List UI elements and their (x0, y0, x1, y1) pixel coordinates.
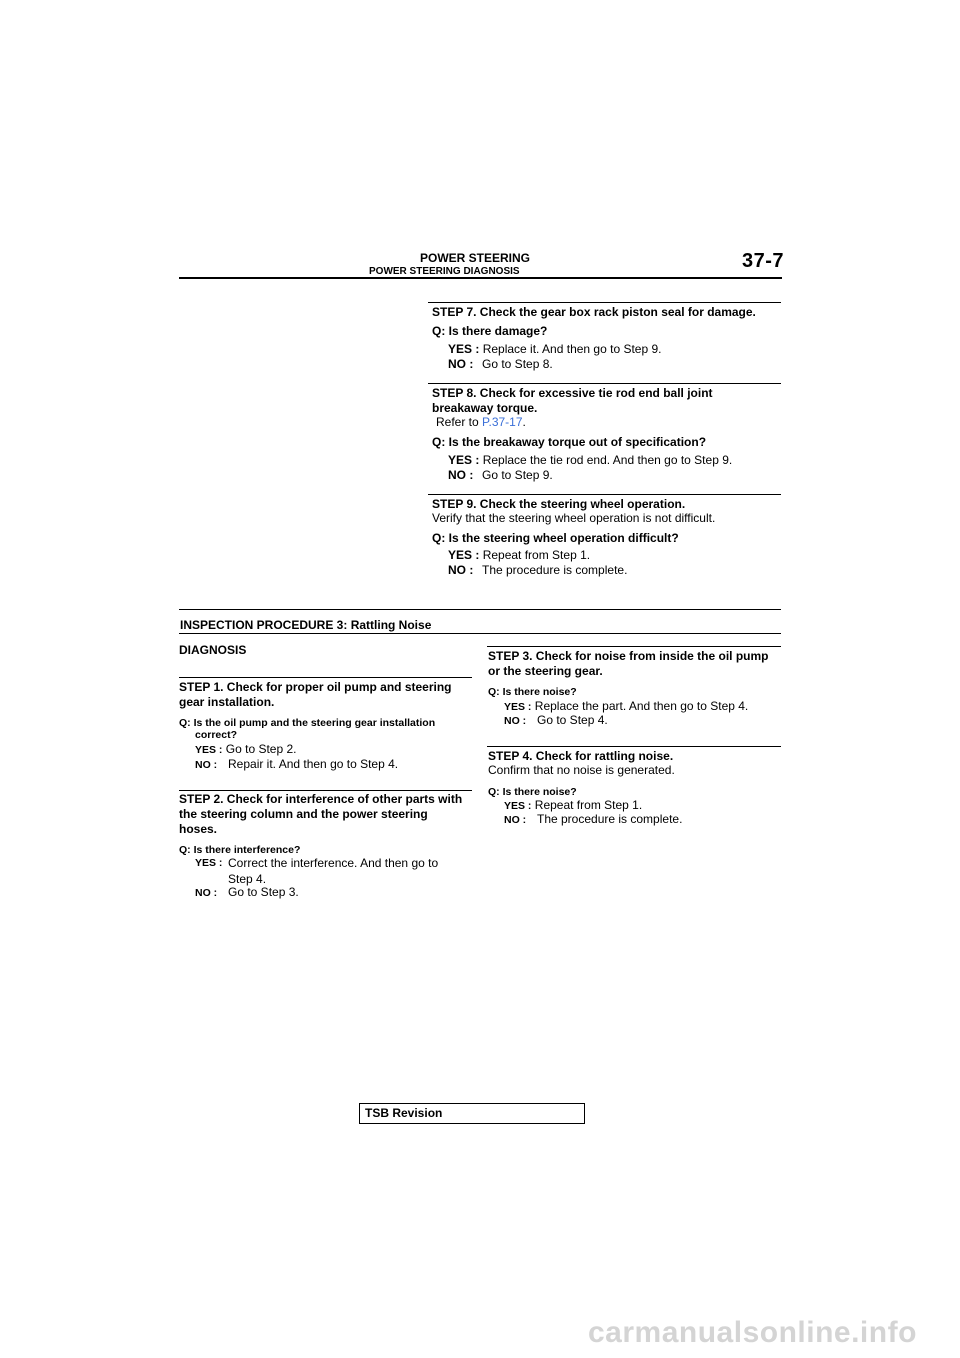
step-9-yes (448, 547, 590, 563)
step-2-yes (195, 855, 438, 887)
step-8-question: Q: Is the breakaway torque out of specification? (432, 435, 707, 449)
subsection-title: POWER STEERING DIAGNOSIS (369, 266, 520, 277)
step-2-title-line2: the steering column and the power steering (179, 807, 428, 821)
step-9-question: Q: Is the steering wheel operation difficult? (432, 531, 679, 545)
page-number: 37-7 (742, 250, 785, 272)
step-divider (179, 677, 472, 678)
step-8-no (448, 467, 553, 483)
yes-text: Repeat from Step 1. (534, 798, 643, 812)
no-text: Go to Step 9. (482, 468, 553, 482)
step-8-title-line1: STEP 8. Check for excessive tie rod end ball joint (432, 386, 713, 400)
step-4-no (504, 811, 682, 828)
step-9-body: Verify that the steering wheel operation is not difficult. (432, 511, 716, 525)
yes-text: Go to Step 2. (225, 742, 297, 756)
step-3-question: Q: Is there noise? (488, 686, 577, 698)
yes-text: Replace the tie rod end. And then go to Step 9. (482, 453, 733, 467)
yes-label: YES : (448, 342, 480, 356)
step-3-title-line1: STEP 3. Check for noise from inside the oil pump (488, 649, 769, 663)
section-title: POWER STEERING (420, 251, 531, 265)
yes-text: Repeat from Step 1. (482, 548, 591, 562)
yes-label: YES : (195, 857, 223, 869)
yes-text: Replace it. And then go to Step 9. (482, 342, 662, 356)
no-label: NO : (448, 468, 474, 482)
step-divider (487, 646, 781, 647)
yes-label: YES : (448, 453, 480, 467)
step-9-title: STEP 9. Check the steering wheel operation. (432, 497, 686, 511)
no-text: The procedure is complete. (537, 812, 683, 826)
no-text: Repair it. And then go to Step 4. (228, 757, 399, 771)
yes-text-line1: Correct the interference. And then go to (228, 856, 439, 870)
refer-link[interactable]: P.37-17 (482, 415, 523, 429)
yes-label: YES : (504, 800, 532, 812)
procedure-rule-top (179, 609, 781, 610)
step-7-title: STEP 7. Check the gear box rack piston seal for damage. (432, 305, 756, 319)
yes-text (228, 855, 438, 887)
yes-label: YES : (195, 744, 223, 756)
yes-label: YES : (448, 548, 480, 562)
step-2-title (179, 792, 462, 837)
header-rule (179, 277, 782, 279)
no-label: NO : (504, 715, 527, 727)
step-divider (428, 302, 781, 303)
step-divider (179, 790, 472, 791)
no-label: NO : (448, 563, 474, 577)
step-8-title-line2: breakaway torque. (432, 401, 538, 415)
step-2-question: Q: Is there interference? (179, 844, 301, 856)
no-text: Go to Step 4. (537, 713, 608, 727)
step-1-title (179, 680, 452, 710)
step-4-body: Confirm that no noise is generated. (488, 763, 675, 777)
step-9-no (448, 562, 627, 578)
step-3-title (488, 649, 769, 679)
no-text: Go to Step 3. (228, 885, 299, 899)
yes-text: Replace the part. And then go to Step 4. (534, 699, 749, 713)
procedure-rule-bottom (179, 633, 781, 634)
refer-suffix: . (522, 415, 526, 429)
step-7-yes (448, 341, 661, 357)
step-divider (428, 494, 781, 495)
step-7-no (448, 356, 553, 372)
step-8-refer (436, 415, 526, 430)
step-divider (487, 746, 781, 747)
yes-label: YES : (504, 701, 532, 713)
step-4-title: STEP 4. Check for rattling noise. (488, 749, 674, 763)
watermark: carmanualsonline.info (588, 1316, 917, 1349)
diagnosis-label: DIAGNOSIS (179, 643, 247, 657)
no-label: NO : (195, 887, 218, 899)
step-3-no (504, 712, 608, 729)
step-1-question (179, 717, 435, 741)
step-2-no (195, 884, 299, 901)
step-1-question-line2: correct? (195, 729, 238, 741)
step-1-title-line2: gear installation. (179, 695, 275, 709)
step-divider (428, 383, 781, 384)
step-2-title-line3: hoses. (179, 822, 218, 836)
no-text: Go to Step 8. (482, 357, 553, 371)
yes-text-line2: Step 4. (228, 872, 267, 886)
step-3-title-line2: or the steering gear. (488, 664, 603, 678)
step-1-title-line1: STEP 1. Check for proper oil pump and steering (179, 680, 452, 694)
no-label: NO : (195, 759, 218, 771)
refer-prefix: Refer to (436, 415, 479, 429)
tsb-revision-label: TSB Revision (365, 1106, 443, 1120)
step-1-no (195, 756, 398, 773)
no-label: NO : (504, 814, 527, 826)
step-4-question: Q: Is there noise? (488, 786, 577, 798)
step-7-question: Q: Is there damage? (432, 324, 548, 338)
step-1-question-line1: Q: Is the oil pump and the steering gear installation (179, 717, 436, 729)
no-text: The procedure is complete. (482, 563, 628, 577)
step-8-yes (448, 452, 732, 468)
step-2-title-line1: STEP 2. Check for interference of other parts with (179, 792, 463, 806)
no-label: NO : (448, 357, 474, 371)
step-8-title (432, 386, 713, 416)
procedure-heading: INSPECTION PROCEDURE 3: Rattling Noise (180, 618, 432, 632)
